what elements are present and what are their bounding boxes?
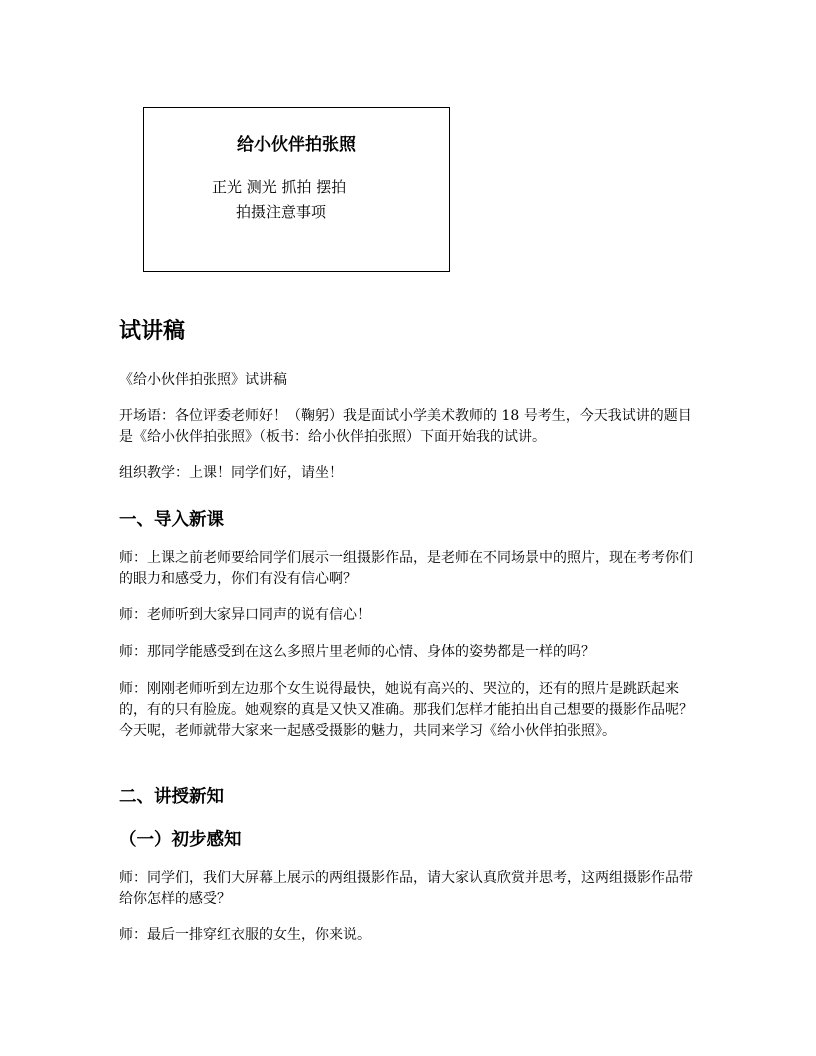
script-title-line: 《给小伙伴拍张照》试讲稿 [119, 372, 287, 388]
page-title: 试讲稿 [119, 318, 186, 344]
perception-paragraph-2: 师：最后一排穿红衣服的女生，你来说。 [119, 927, 371, 943]
intro-paragraph-2: 师：老师听到大家异口同声的说有信心！ [119, 607, 371, 623]
board-title: 给小伙伴拍张照 [237, 135, 356, 155]
opening-paragraph: 开场语：各位评委老师好！（鞠躬）我是面试小学美术教师的 18 号考生，今天我试讲的题目是《给小伙伴拍张照》（板书：给小伙伴拍张照）下面开始我的试讲。 [119, 408, 692, 445]
organize-teaching-paragraph: 组织教学：上课！同学们好，请坐！ [119, 465, 343, 481]
section-heading-intro: 一、导入新课 [119, 510, 224, 530]
intro-paragraph-4: 师：刚刚老师听到左边那个女生说得最快，她说有高兴的、哭泣的，还有的照片是跳跃起来的，有的只有脸庞。她观察的真是又快又准确。那我们怎样才能拍出自己想要的摄影作品呢？今天呢，老师就带大家来一起感受摄影的魅力，共同来学习《给小伙伴拍张照》。 [119, 681, 693, 739]
perception-paragraph-1: 师：同学们，我们大屏幕上展示的两组摄影作品，请大家认真欣赏并思考，这两组摄影作品带给你怎样的感受？ [119, 870, 693, 907]
board-notes: 拍摄注意事项 [236, 203, 327, 221]
section-heading-teaching: 二、讲授新知 [119, 787, 224, 807]
subsection-heading-perception: （一）初步感知 [119, 830, 242, 850]
intro-paragraph-3: 师：那同学能感受到在这么多照片里老师的心情、身体的姿势都是一样的吗？ [119, 644, 595, 660]
board-keywords: 正光 测光 抓拍 摆拍 [212, 178, 347, 196]
intro-paragraph-1: 师：上课之前老师要给同学们展示一组摄影作品，是老师在不同场景中的照片，现在考考你们的眼力和感受力，你们有没有信心啊？ [119, 550, 693, 587]
blackboard-box [143, 107, 450, 272]
